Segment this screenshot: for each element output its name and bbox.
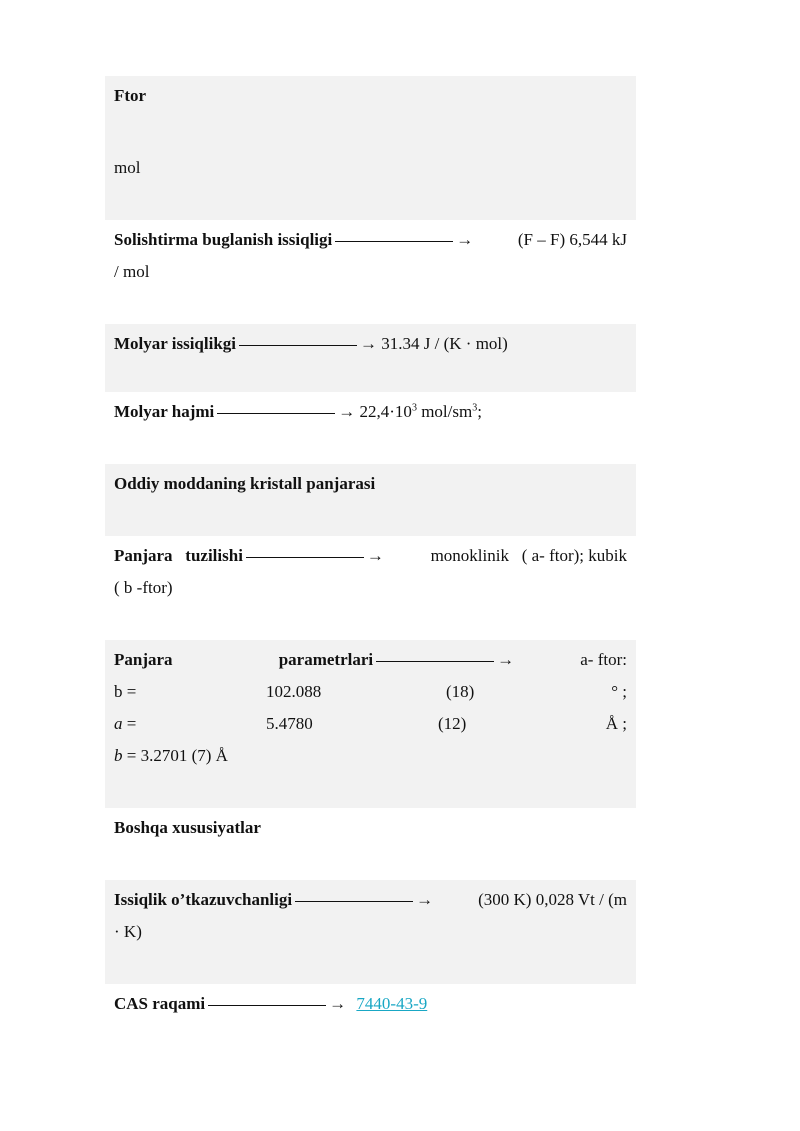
lattice-structure-row: [105, 536, 636, 640]
leader-line: [295, 901, 413, 902]
cas-number-link[interactable]: 7440-43-9: [356, 994, 428, 1013]
arrow-icon: →: [329, 994, 347, 1013]
cas-label: CAS raqami: [114, 994, 206, 1013]
mol-text: mol: [114, 158, 141, 177]
molar-heat-row: [105, 324, 636, 392]
molar-volume-value: $22,4\cdot 10^3$ mol/$sm^3$;: [359, 402, 482, 421]
leader-line: [208, 1005, 326, 1006]
param-a-unit: Å ;: [605, 714, 627, 733]
leader-line: [376, 661, 494, 662]
arrow-icon: →: [497, 650, 515, 669]
leader-line: [239, 345, 357, 346]
evaporation-heat-unit: / mol: [114, 262, 150, 281]
arrow-icon: →: [338, 402, 356, 421]
param-b-line: [114, 676, 627, 708]
param-a-name: a =: [114, 714, 137, 733]
param-a-line: [114, 708, 627, 740]
mol-row: [105, 148, 636, 220]
lattice-params-row: [105, 640, 636, 808]
thermal-conductivity-unit: · K): [114, 922, 142, 941]
other-properties-heading: Boshqa xususiyatlar: [114, 818, 261, 837]
evaporation-heat-value: (F – F) 6,544 kJ: [517, 230, 627, 249]
arrow-icon: →: [366, 546, 384, 565]
arrow-icon: →: [360, 334, 378, 353]
thermal-conductivity-row: [105, 880, 636, 984]
param-b-value: 102.088: [266, 682, 322, 701]
title-row: [105, 76, 636, 148]
lattice-params-label2: parametrlari: [278, 650, 374, 669]
arrow-icon: →: [456, 230, 474, 249]
thermal-conductivity-value: (300 K) 0,028 Vt / (m: [478, 890, 627, 909]
lattice-params-label1: Panjara: [114, 650, 173, 669]
evaporation-heat-row: [105, 220, 636, 324]
param-b-unit: ° ;: [611, 682, 627, 701]
evaporation-heat-label: Solishtirma buglanish issiqligi: [114, 230, 333, 249]
cas-row: [105, 984, 636, 1044]
lattice-params-phase: a- ftor:: [580, 650, 627, 669]
crystal-lattice-heading: Oddiy moddaning kristall panjarasi: [114, 474, 376, 493]
param-a-value: 5.4780: [266, 714, 313, 733]
molar-heat-label: Molyar issiqlikgi: [114, 334, 237, 353]
leader-line: [217, 413, 335, 414]
param-b-name: b =: [114, 682, 137, 701]
molar-volume-label: Molyar hajmi: [114, 402, 215, 421]
lattice-structure-value: monoklinik ( a- ftor); kubik: [430, 546, 627, 565]
param-b-error: (18): [446, 682, 475, 701]
thermal-conductivity-label: Issiqlik o’tkazuvchanligi: [114, 890, 293, 909]
leader-line: [246, 557, 364, 558]
molar-heat-value: 31.34 J / (K · mol): [381, 334, 508, 353]
molar-volume-row: [105, 392, 636, 464]
param-a-error: (12): [438, 714, 467, 733]
document: [105, 76, 636, 1044]
param-b2-line: b = 3.2701 (7) Å: [114, 746, 228, 765]
element-title: Ftor: [114, 86, 147, 105]
leader-line: [335, 241, 453, 242]
lattice-structure-label: Panjara tuzilishi: [114, 546, 243, 565]
arrow-icon: →: [416, 890, 434, 909]
crystal-lattice-row: [105, 464, 636, 536]
other-properties-row: [105, 808, 636, 880]
lattice-structure-value-cont: ( b -ftor): [114, 578, 173, 597]
